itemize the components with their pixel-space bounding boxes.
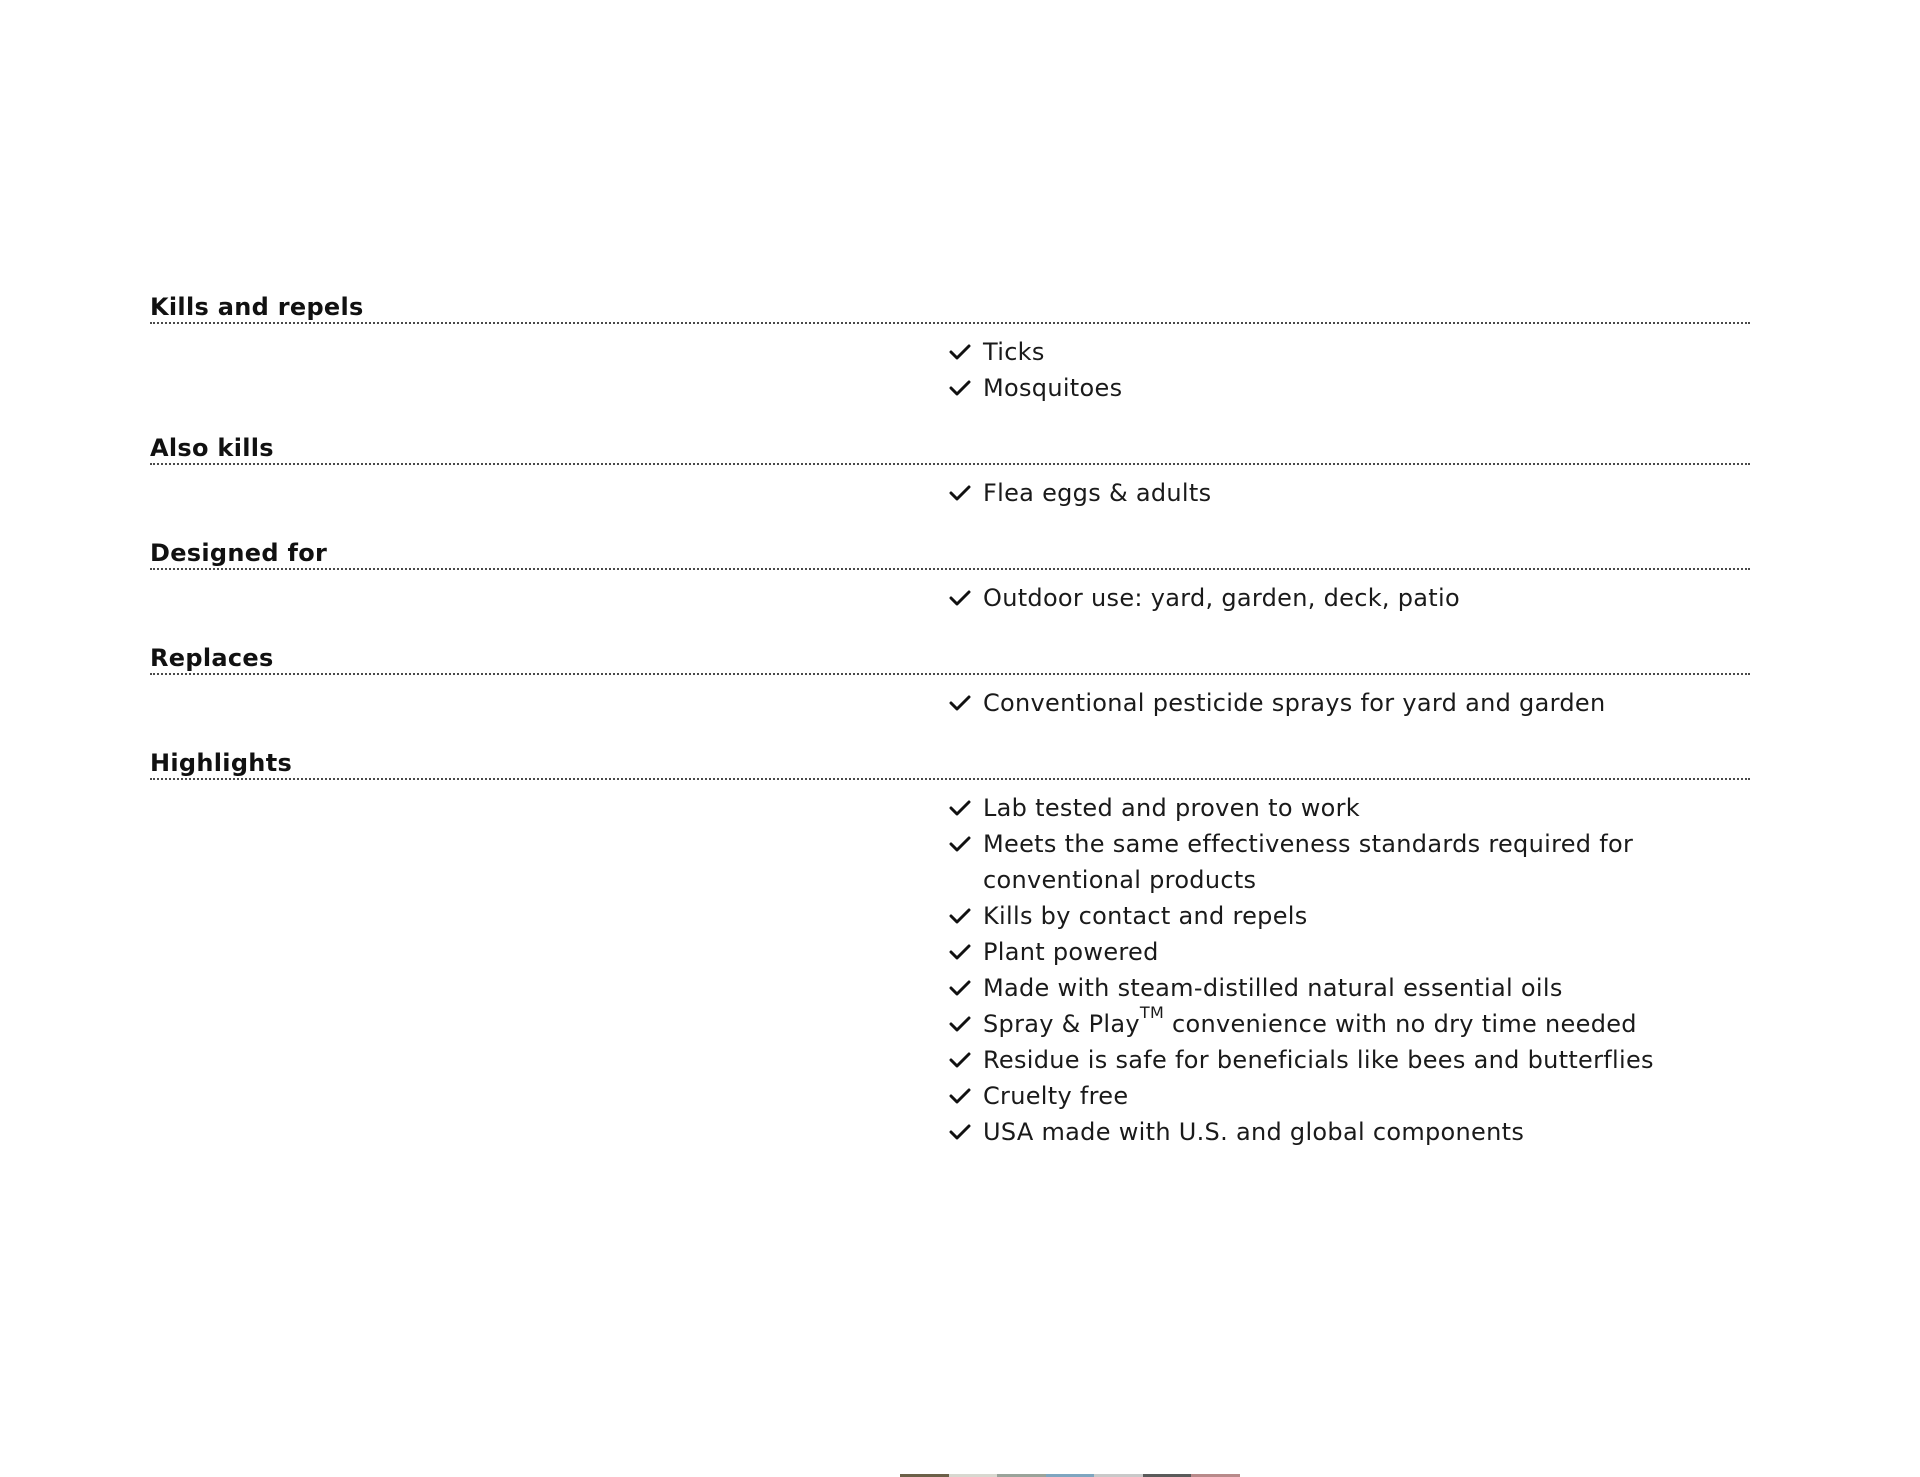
item-text: Residue is safe for beneficials like bees and butterflies bbox=[983, 1046, 1654, 1074]
item-list bbox=[150, 580, 1750, 616]
list-item bbox=[949, 1114, 1750, 1150]
section-highlights bbox=[150, 748, 1750, 1150]
section-replaces bbox=[150, 643, 1750, 721]
item-text: Flea eggs & adults bbox=[983, 479, 1212, 507]
check-icon bbox=[949, 835, 971, 853]
section-title: Kills and repels bbox=[150, 292, 1750, 324]
list-item bbox=[949, 475, 1750, 511]
check-icon bbox=[949, 379, 971, 397]
list-item bbox=[949, 1003, 1750, 1042]
trademark-mark: TM bbox=[1139, 1003, 1165, 1022]
check-icon bbox=[949, 1087, 971, 1105]
item-text: USA made with U.S. and global components bbox=[983, 1118, 1525, 1146]
list-item bbox=[949, 826, 1750, 898]
list-item bbox=[949, 370, 1750, 406]
check-icon bbox=[949, 1123, 971, 1141]
item-text: Cruelty free bbox=[983, 1082, 1129, 1110]
item-text: Outdoor use: yard, garden, deck, patio bbox=[983, 584, 1460, 612]
check-icon bbox=[949, 799, 971, 817]
check-icon bbox=[949, 589, 971, 607]
section-kills-and-repels bbox=[150, 292, 1750, 406]
list-item bbox=[949, 898, 1750, 934]
list-item bbox=[949, 1042, 1750, 1078]
check-icon bbox=[949, 979, 971, 997]
item-list bbox=[150, 790, 1750, 1150]
section-title: Also kills bbox=[150, 433, 1750, 465]
item-list bbox=[150, 334, 1750, 406]
section-title: Replaces bbox=[150, 643, 1750, 675]
section-title: Designed for bbox=[150, 538, 1750, 570]
check-icon bbox=[949, 907, 971, 925]
item-text: Made with steam-distilled natural essential oils bbox=[983, 974, 1563, 1002]
check-icon bbox=[949, 484, 971, 502]
item-text: Kills by contact and repels bbox=[983, 902, 1308, 930]
item-text: Meets the same effectiveness standards required for conventional products bbox=[983, 830, 1634, 894]
list-item bbox=[949, 1078, 1750, 1114]
item-text: Spray & Play bbox=[983, 1010, 1140, 1038]
item-text: Plant powered bbox=[983, 938, 1159, 966]
item-text: Mosquitoes bbox=[983, 374, 1123, 402]
item-list bbox=[150, 685, 1750, 721]
list-item bbox=[949, 334, 1750, 370]
check-icon bbox=[949, 694, 971, 712]
item-text: Conventional pesticide sprays for yard and garden bbox=[983, 689, 1606, 717]
section-designed-for bbox=[150, 538, 1750, 616]
item-text-continued: convenience with no dry time needed bbox=[1164, 1010, 1637, 1038]
section-title: Highlights bbox=[150, 748, 1750, 780]
item-list bbox=[150, 475, 1750, 511]
check-icon bbox=[949, 343, 971, 361]
list-item bbox=[949, 970, 1750, 1006]
feature-list bbox=[150, 292, 1750, 1177]
check-icon bbox=[949, 1051, 971, 1069]
list-item bbox=[949, 934, 1750, 970]
section-also-kills bbox=[150, 433, 1750, 511]
item-text: Lab tested and proven to work bbox=[983, 794, 1361, 822]
list-item bbox=[949, 790, 1750, 826]
check-icon bbox=[949, 1015, 971, 1033]
check-icon bbox=[949, 943, 971, 961]
list-item bbox=[949, 685, 1750, 721]
list-item bbox=[949, 580, 1750, 616]
item-text: Ticks bbox=[983, 338, 1045, 366]
